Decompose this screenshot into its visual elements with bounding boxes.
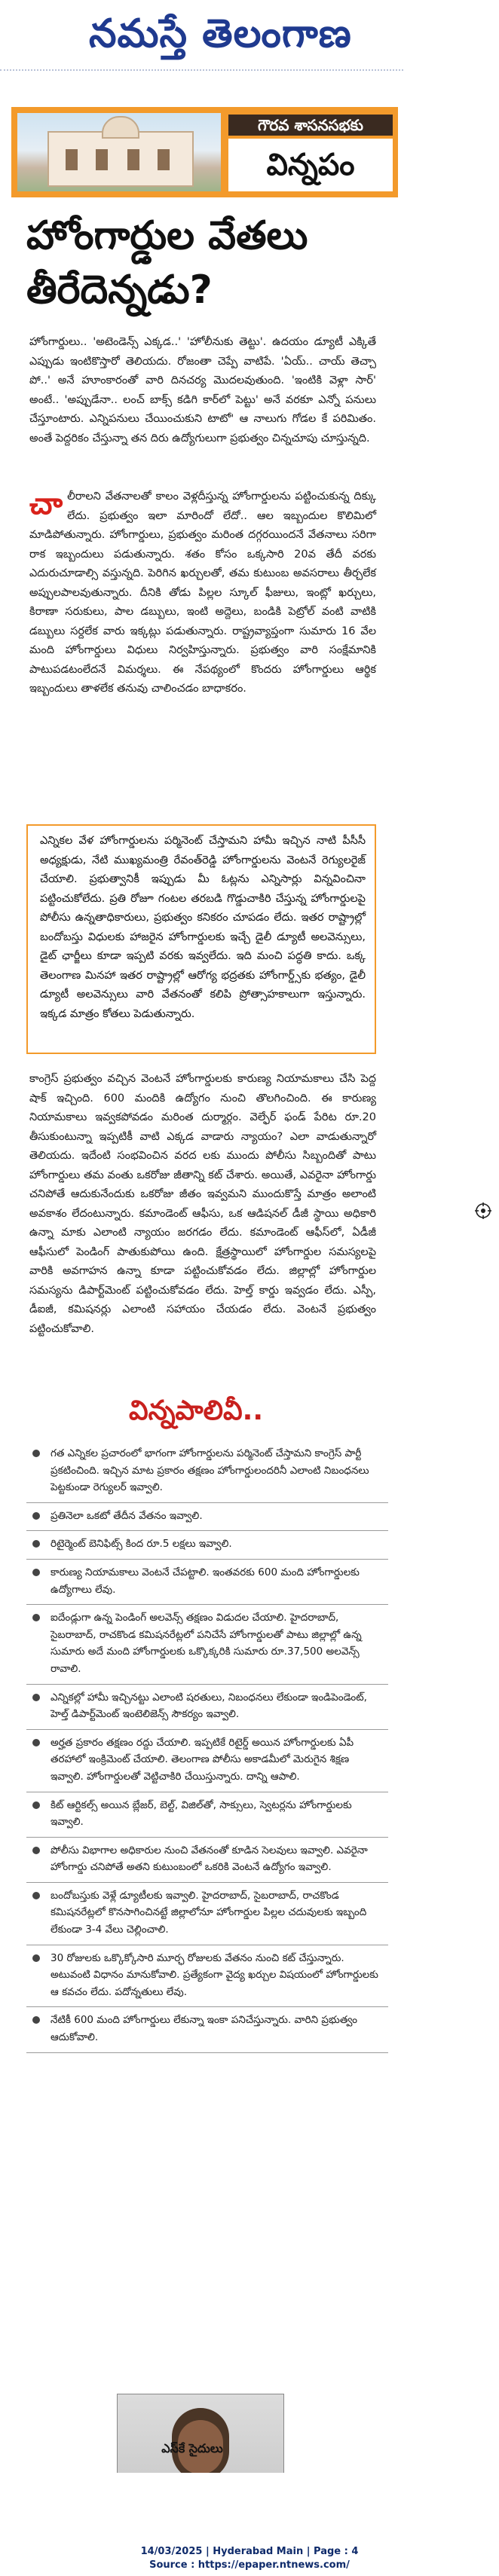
banner-title: విన్నపం <box>228 139 393 191</box>
demands-list <box>26 1441 388 2053</box>
list-item: అర్హత ప్రకారం తక్షణం రద్దు చేయాలి. ఇప్పటికే రిటైర్డ్ అయిన హోంగార్డులకు ఏపీ తరహాలో ఇంక్రిమెంట్ చేయాలి. తెలంగాణ పోలీసు అకాడమీలో మెరుగైన శిక్షణ ఇవ్వాలి. హోంగార్డులతో వెట్టిచాకిరి చేయిస్తున్నారు. దాన్ని ఆపాలి. <box>26 1730 388 1792</box>
footer-date-line: 14/03/2025 | Hyderabad Main | Page : 4 <box>140 2546 359 2557</box>
bullet-icon <box>32 1614 40 1621</box>
drop-cap: చా <box>29 487 63 521</box>
list-item: నేటికీ 600 మంది హోంగార్డులు లేకున్నా ఇంకా పనిచేస్తున్నారు. వారిని ప్రభుత్వం ఆదుకోవాలి. <box>26 2007 388 2052</box>
bullet-icon <box>32 1569 40 1576</box>
article-paragraph-3: కాంగ్రెస్ ప్రభుత్వం వచ్చిన వెంటనే హోంగార్డులకు కారుణ్య నియామకాలు చేసి పెద్ద షాక్ ఇచ్చింది. 600 మందికి ఉద్యోగం నుంచి తొలగించింది. ఈ కారుణ్య నియామకాలు ఇవ్వకపోవడం మరింత దుర్మార్గం. వెల్ఫేర్ ఫండ్ పేరిట రూ.20 తీసుకుంటున్నా ఇప్పటికీ వాటి ఎక్కడ వాడారు న్యాయం? ఎలా వాడుతున్నారో తెలియదు. ఇదేంటి సంభవించిన వరద లకు ముందు పోలీసు సిబ్బందితో పాటు హోంగార్డులు తమ వంతు ఒకరోజు జీతాన్ని కట్ చేశారు. అయితే, ఎవరైనా హోంగార్డు చనిపోతే ఆదుకునేందుకు ఒకరోజు జీతం ఇవ్వమని ముందుకొస్తే మాత్రం అలాంటి అవకాశం లేదంటున్నారు. కమాండెంట్ ఆఫీసు, ఒక ఆడిషనల్ డీజీ స్థాయి అధికారి ఉన్నా మాకు ఎలాంటి న్యాయం జరగడం లేదు. కమాండెంట్ ఆఫీస్‌లో, ఏడీజీ ఆఫీసులో పెండింగ్ పాతుకుపోయి ఉంది. క్షేత్రస్థాయిలో హోంగార్డుల సమస్యలపై వారికి అవగాహన ఉన్నా కూడా పట్టించుకోవడం లేదు. జిల్లాల్లో హోంగార్డుల సమస్యను డిపార్ట్‌మెంట్ పట్టించుకోవడం లేదు. హెల్త్ కార్డు ఇవ్వడం లేదు. ఎస్పీ, డీఐజీ, కమిషనర్లు ఎలాంటి సహాయం చేయడం లేదు. వెంటనే ప్రభుత్వం పట్టించుకోవాలి. <box>29 1073 376 1335</box>
article-paragraph-1: హోంగార్డులు.. 'అటెండెన్స్ ఎక్కడ..' 'హోలీనుకు తెట్టు'. ఉదయం డ్యూటీ ఎక్కితే ఎప్పుడు ఇంటికొస్తారో తెలియదు. రోజంతా చెప్పే వాటిపే. 'ఏయ్.. చాయ్ తెచ్చా పో..' అనే హూంకారంతో వారి దినచర్య మొదలవుతుంది. 'ఇంటికి వెళ్లా సార్' అంటే.. 'అప్పుడేనా.. లంచ్ బాక్స్ కడిగి కార్‌లో పెట్టు' అనే వరకూ ఎన్నో పనులు చేస్తూంటారు. ఎన్నిపనులు చేయించుకుని టాటో' ఆ నాలుగు గోడల కే పరిమితం. అంతే పెద్దరికం చేస్తున్నా తన దిరు ఉద్యోగులుగా ప్రభుత్వం చిన్నచూపు చూస్తున్నది. <box>29 336 376 445</box>
list-item: ఐదేండ్లుగా ఉన్న పెండింగ్ అలవెన్స్‌ తక్షణం విడుదల చేయాలి. హైదరాబాద్, సైబరాబాద్, రాచకొండ కమిషనరేట్లలో పనిచేసే హోంగార్డులతో పాటు జిల్లాల్లో ఉన్న సుమారు అదే మంది హోంగార్డులకు ఒక్కొక్కరికి సుమారు రూ.37,500 అలవెన్స్ రావాలి. <box>26 1605 388 1684</box>
list-item: ప్రతినెలా ఒకటో తేదీన వేతనం ఇవ్వాలి. <box>26 1503 388 1532</box>
footer-source-link[interactable]: Source : https://epaper.ntnews.com/ <box>149 2559 350 2571</box>
list-item: ఎన్నికల్లో హామీ ఇచ్చినట్టు ఎలాంటి షరతులు, నిబంధనలు లేకుండా ఇండిపెండెంట్, హెల్త్‌ డిపార్ట్‌మెంట్‌ ఇంటెలిజెన్స్ సౌకర్యం ఇవ్వాలి. <box>26 1685 388 1730</box>
list-item: బందోబస్తుకు వెళ్లే డ్యూటీలకు ఇవ్వాలి. హైదరాబాద్, సైబరాబాద్, రాచకొండ కమిషనరేట్లలో కొనసాగించినట్టే జిల్లాలోనూ హోంగార్డుల పిల్లల చదువులకు ఇబ్బంది లేకుండా 3-4 వేలు చెల్లించాలి. <box>26 1883 388 1945</box>
bullet-icon <box>32 1512 40 1520</box>
list-item: కారుణ్య నియామకాలు వెంటనే చేపట్టాలి. ఇంతవరకు 600 మంది హోంగార్డులకు ఉద్యోగాలు లేవు. <box>26 1560 388 1605</box>
article-clipping <box>11 107 398 2473</box>
bullet-icon <box>32 1954 40 1962</box>
article-paragraph-2-text: లీరాలని వేతనాలతో కాలం వెళ్లదీస్తున్న హోంగార్డులను పట్టించుకున్న దిక్కు లేదు. ప్రభుత్వం ఇలా మారిందో లేదో.. ఆల ఇబ్బందుల కొలిమిలో మాడిపోతున్నారు. హోంగార్డులు, ప్రభుత్వం మరింత దగ్గరయిందనే వేతనాలు సరిగా రాక ఇబ్బందులు పడుతున్నారు. శతం కోసం ఒక్కసారి 20వ తేదీ వరకు ఎదురుచూడాల్సి వస్తున్నది. పెరిగిన ఖర్చులతో, తమ కుటుంబ అవసరాలు తీర్చలేక అప్పులపాలవుతున్నారు. దీనికి తోడు పిల్లల స్కూల్ ఫీజులు, ఇంట్లో ఖర్చులు, కిరాణా సరుకులు, పాల డబ్బులు, ఇంటి అద్దెలు, బండికి పెట్రోల్ వంటి వాటికి డబ్బులు సర్దలేక వారు ఇక్కట్లు పడుతున్నారు. రాష్ట్రవ్యాప్తంగా సుమారు 16 వేల మంది హోంగార్డులు విధులు నిర్వహిస్తున్నారు. ప్రభుత్వం వారి సంక్షేమానికి పాటుపడటంలేదనే విమర్శలు. ఈ నేపథ్యంలో కొందరు హోంగార్డులు ఆర్థిక ఇబ్బందులు తాళలేక తనువు చాలించడం బాధాకరం. <box>29 490 376 695</box>
bullet-icon <box>32 1739 40 1746</box>
list-item: కిట్ ఆర్టికల్స్ అయిన బ్లేజర్, బెల్ట్, విజిల్‌తో, సాక్సులు, స్వెటర్లను హోంగార్డులకు ఇవ్వాలి. <box>26 1792 388 1838</box>
highlight-text: ఎన్నికల వేళ హోంగార్డులను పర్మినెంట్ చేస్తామని హామీ ఇచ్చిన నాటి పీసీసీ అధ్యక్షుడు, నేటి ముఖ్యమంత్రి రేవంత్‌రెడ్డి హోంగార్డులను వెంటనే రెగ్యులరైజ్ చేయాలి. ప్రభుత్వానికీ ఇప్పుడు మీ ఓట్లను ఎన్నిసార్లు విన్నవించినా పట్టించుకోలేదు. ప్రతి రోజూ గంటల తరబడి గొడ్డుచాకిరి చేస్తున్న హోంగార్డులపై పోలీసు ఉన్నతాధికారులు, ప్రభుత్వం కనికరం చూపడం లేదు. ఇతర రాష్ట్రాల్లో బందోబస్తు విధులకు హాజరైన హోంగార్డులకు ఇచ్చే డైలీ డ్యూటీ అలవెన్సులు, డైట్ ఛార్జీలు కూడా ఇప్పటి వరకు ఇవ్వలేదు. ఇది మంచి పద్ధతి కాదు. ఒక్క తెలంగాణ మినహా ఇతర రాష్ట్రాల్లో ఆరోగ్య భద్రతకు హోంగార్డ్స్‌కు భత్యం, డైలీ డ్యూటీ అలవెన్సులు వారి వేతనంతో కలిపి ప్రోత్సాహకాలుగా ఇస్తున్నారు. ఇక్కడ మాత్రం కోతలు పెడుతున్నారు. <box>40 835 366 1020</box>
newspaper-logo[interactable]: నమస్తే తెలంగాణ <box>89 11 352 57</box>
list-item: రిటైర్మెంట్ బెనిఫిట్స్ కింద రూ.5 లక్షలు ఇవ్వాలి. <box>26 1531 388 1560</box>
article-paragraph-2 <box>29 487 376 699</box>
list-item: 30 రోజులకు ఒక్కొక్కోసారి మూర్ఛ రోజులకు వేతనం నుంచి కట్ చేస్తున్నారు. అటువంటి విధానం మానుకోవాలి. ప్రత్యేకంగా వైద్య ఖర్చుల విషయంలో హోంగార్డులకు ఆ కవచం లేదు. పదోన్నతులు లేవు. <box>26 1945 388 2008</box>
article-headline: హోంగార్డుల వేతలు తీరేదెన్నడు? <box>26 213 308 313</box>
list-item: గత ఎన్నికల ప్రచారంలో భాగంగా హోంగార్డులను పర్మినెంట్ చేస్తామని కాంగ్రెస్ పార్టీ ప్రకటించింది. ఇచ్చిన మాట ప్రకారం తక్షణం హోంగార్డులందరినీ ఎలాంటి నిబంధనలు పెట్టకుండా రెగ్యులర్ ఇవ్వాలి. <box>26 1441 388 1503</box>
list-item: పోలీసు విభాగాల అధికారుల నుంచి వేతనంతో కూడిన సెలవులు ఇవ్వాలి. ఎవరైనా హోంగార్డు చనిపోతే అతని కుటుంబంలో ఒకరికి వెంటనే ఉద్యోగం ఇవ్వాలి. <box>26 1838 388 1883</box>
bullet-icon <box>32 1847 40 1854</box>
demands-heading: విన్నపాలివీ.. <box>128 1395 263 1426</box>
page-footer <box>0 2545 499 2572</box>
masthead <box>0 0 499 75</box>
author-name: ఎస్‌కే సైదులు <box>161 2441 223 2455</box>
column-banner <box>11 107 398 197</box>
crosshair-icon[interactable] <box>475 1202 491 1219</box>
bullet-icon <box>32 1892 40 1899</box>
highlight-box <box>26 824 376 1054</box>
assembly-building-photo <box>17 113 221 191</box>
banner-kicker: గౌరవ శాసనసభకు <box>228 115 393 136</box>
bullet-icon <box>32 2016 40 2024</box>
bullet-icon <box>32 1450 40 1457</box>
demands-heading-wrap <box>64 1392 328 1431</box>
bullet-icon <box>32 1801 40 1809</box>
bullet-icon <box>32 1694 40 1701</box>
author-photo <box>117 2394 284 2473</box>
bullet-icon <box>32 1540 40 1548</box>
masthead-divider <box>0 69 403 71</box>
